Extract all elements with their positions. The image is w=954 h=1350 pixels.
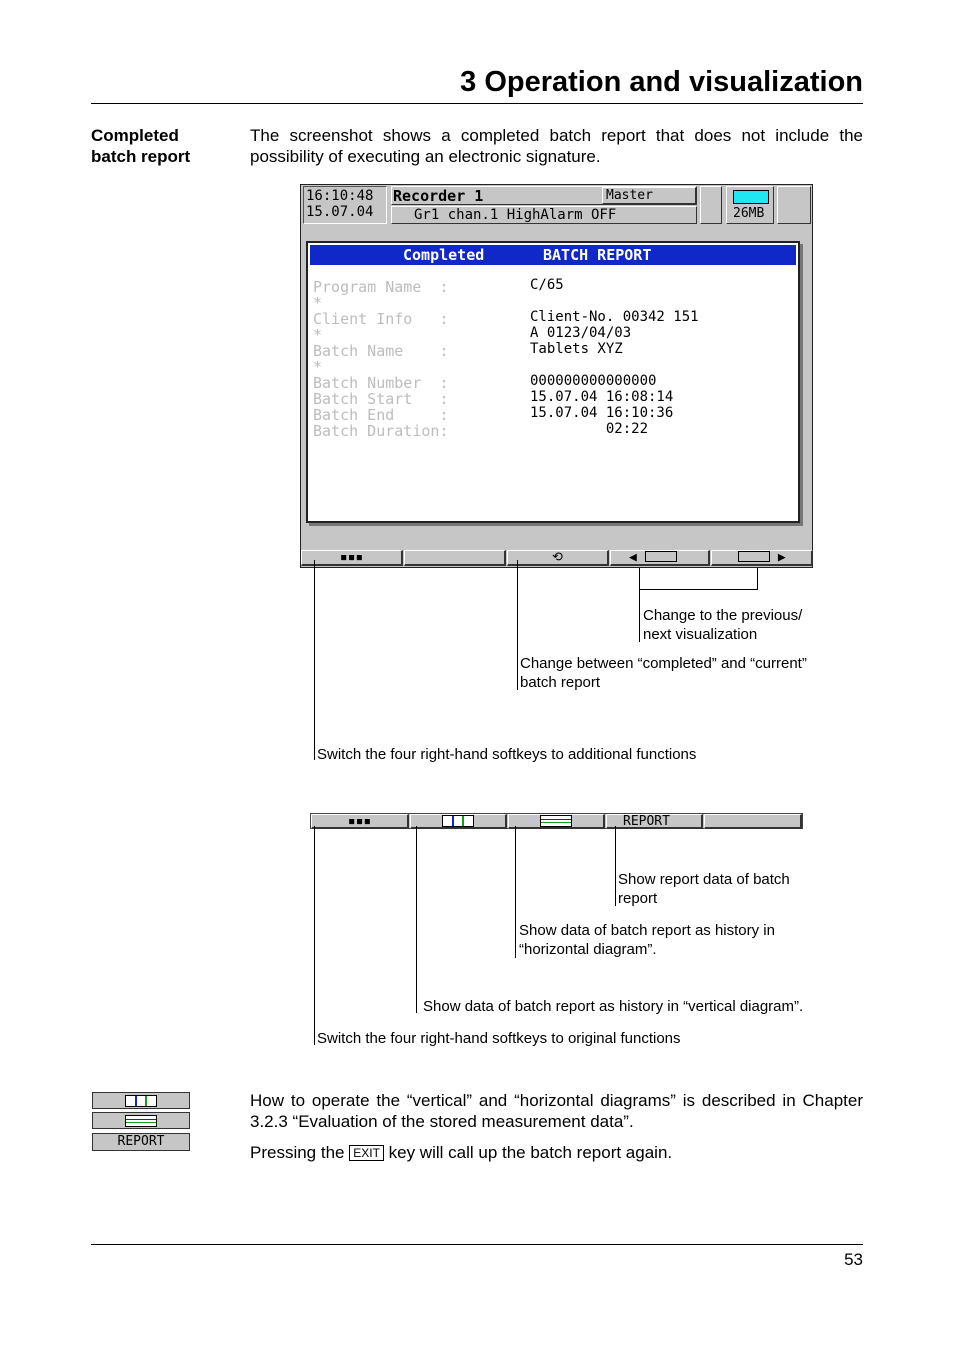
annotation-line: next visualization (643, 626, 758, 643)
section-label-line2: batch report (91, 147, 191, 166)
margin-vertical-diagram-key (92, 1092, 190, 1109)
report-value: Client-No. 00342 151 (530, 309, 699, 325)
softkey-vertical-diagram-button[interactable] (410, 814, 507, 829)
callout-line (515, 826, 516, 958)
annotation-line: “horizontal diagram”. (519, 941, 657, 958)
callout-line (639, 568, 640, 642)
report-label: Batch Name : (313, 342, 449, 360)
report-label: * (313, 326, 323, 344)
margin-horizontal-diagram-key (92, 1112, 190, 1129)
callout-line (314, 826, 315, 1045)
softkey-bar-alt (310, 813, 803, 829)
clock-panel (303, 186, 387, 224)
report-title-bar (310, 245, 796, 265)
alarm-text: Gr1 chan.1 HighAlarm OFF (414, 207, 617, 223)
horizontal-diagram-icon (540, 815, 572, 827)
exit-key-icon: EXIT (349, 1145, 384, 1161)
annotation-vertical: Show data of batch report as history in “vertical diagram”. (423, 998, 804, 1015)
memory-text: 26MB (733, 206, 765, 221)
softkey-blank-button[interactable] (404, 550, 506, 566)
section-label-line1: Completed (91, 126, 179, 145)
report-label: Batch Number : (313, 374, 449, 392)
dots-icon: ▪▪▪ (339, 550, 364, 565)
vertical-diagram-icon (125, 1095, 157, 1107)
dots-icon: ▪▪▪ (347, 814, 372, 829)
callout-line (314, 560, 315, 760)
exit-text-after: key will call up the batch report again. (383, 1143, 673, 1162)
exit-paragraph (250, 1142, 863, 1163)
clock-time: 16:10:48 (306, 188, 374, 204)
vertical-diagram-icon (442, 815, 474, 827)
chapter-title: 3 Operation and visualization (460, 66, 863, 98)
softkey-blank-button[interactable] (704, 814, 802, 829)
report-title-left: Completed (403, 246, 485, 264)
callout-line (615, 826, 616, 906)
report-label: * (313, 358, 323, 376)
report-label: REPORT (623, 814, 670, 829)
intro-paragraph: The screenshot shows a completed batch report that does not include the possibility of executing an electronic signature. (250, 126, 863, 166)
page-number: 53 (844, 1250, 863, 1269)
master-field (602, 187, 696, 204)
callout-line (416, 826, 417, 1013)
refresh-icon: ⟲ (552, 550, 563, 565)
report-label: * (313, 294, 323, 312)
memory-panel (726, 186, 774, 224)
softkey-horizontal-diagram-button[interactable] (508, 814, 605, 829)
film-icon (738, 551, 770, 562)
report-value: 15.07.04 16:08:14 (530, 389, 674, 405)
annotation-line: batch report (520, 674, 601, 691)
annotation-horizontal (519, 921, 775, 959)
status-blank (700, 186, 722, 224)
batch-report-window (306, 241, 800, 523)
margin-report-key: REPORT (92, 1133, 190, 1151)
annotation-switch-original: Switch the four right-hand softkeys to original functions (317, 1030, 681, 1047)
annotation-completed-current (520, 654, 807, 692)
arrow-left-icon: ◀ (629, 550, 637, 565)
report-value: C/65 (530, 277, 564, 293)
recorder-title: Recorder 1 (393, 187, 484, 205)
alarm-panel (391, 206, 697, 224)
annotation-switch-additional: Switch the four right-hand softkeys to additional functions (317, 746, 697, 763)
film-icon (645, 551, 677, 562)
report-value: 000000000000000 (530, 373, 657, 389)
battery-icon (733, 190, 769, 204)
annotation-show-report (618, 870, 790, 908)
report-label: Batch Start : (313, 390, 449, 408)
softkey-more-button[interactable] (301, 550, 403, 566)
exit-text-before: Pressing the (250, 1143, 350, 1162)
report-label: Client Info : (313, 310, 449, 328)
section-label (91, 125, 241, 167)
report-label: Batch Duration: (313, 422, 449, 440)
report-value: 15.07.04 16:10:36 (530, 405, 674, 421)
report-value: Tablets XYZ (530, 341, 623, 357)
report-value: A 0123/04/03 (530, 325, 632, 341)
report-label: Program Name : (313, 278, 449, 296)
callout-line (757, 568, 758, 590)
report-title-right: BATCH REPORT (543, 246, 652, 264)
annotation-line: Change to the previous/ (643, 607, 803, 624)
diagram-paragraph: How to operate the “vertical” and “horizontal diagrams” is described in Chapter 3.2.3 “Evaluation of the stored measurement data”. (250, 1091, 863, 1131)
header-rule (91, 103, 863, 104)
callout-line (517, 560, 518, 690)
master-label: Master (606, 188, 653, 203)
annotation-line: Show report data of batch (618, 871, 790, 888)
softkey-more-button[interactable] (311, 814, 409, 829)
arrow-right-icon: ▶ (777, 550, 786, 565)
report-label: Batch End : (313, 406, 449, 424)
clock-date: 15.07.04 (306, 204, 374, 220)
softkey-bar (301, 550, 813, 566)
softkey-previous-button[interactable] (610, 550, 710, 566)
recorder-title-panel (391, 186, 697, 205)
callout-line (639, 589, 758, 590)
softkey-next-button[interactable] (711, 550, 813, 566)
status-blank-right (777, 186, 811, 224)
softkey-report-button[interactable] (606, 814, 703, 829)
footer-rule (91, 1244, 863, 1245)
horizontal-diagram-icon (125, 1115, 157, 1127)
annotation-line: report (618, 890, 658, 907)
softkey-toggle-report-button[interactable] (507, 550, 609, 566)
annotation-prev-next (643, 606, 802, 644)
annotation-line: Show data of batch report as history in (519, 922, 775, 939)
report-value: 02:22 (530, 421, 649, 437)
annotation-line: Change between “completed” and “current” (520, 655, 807, 672)
